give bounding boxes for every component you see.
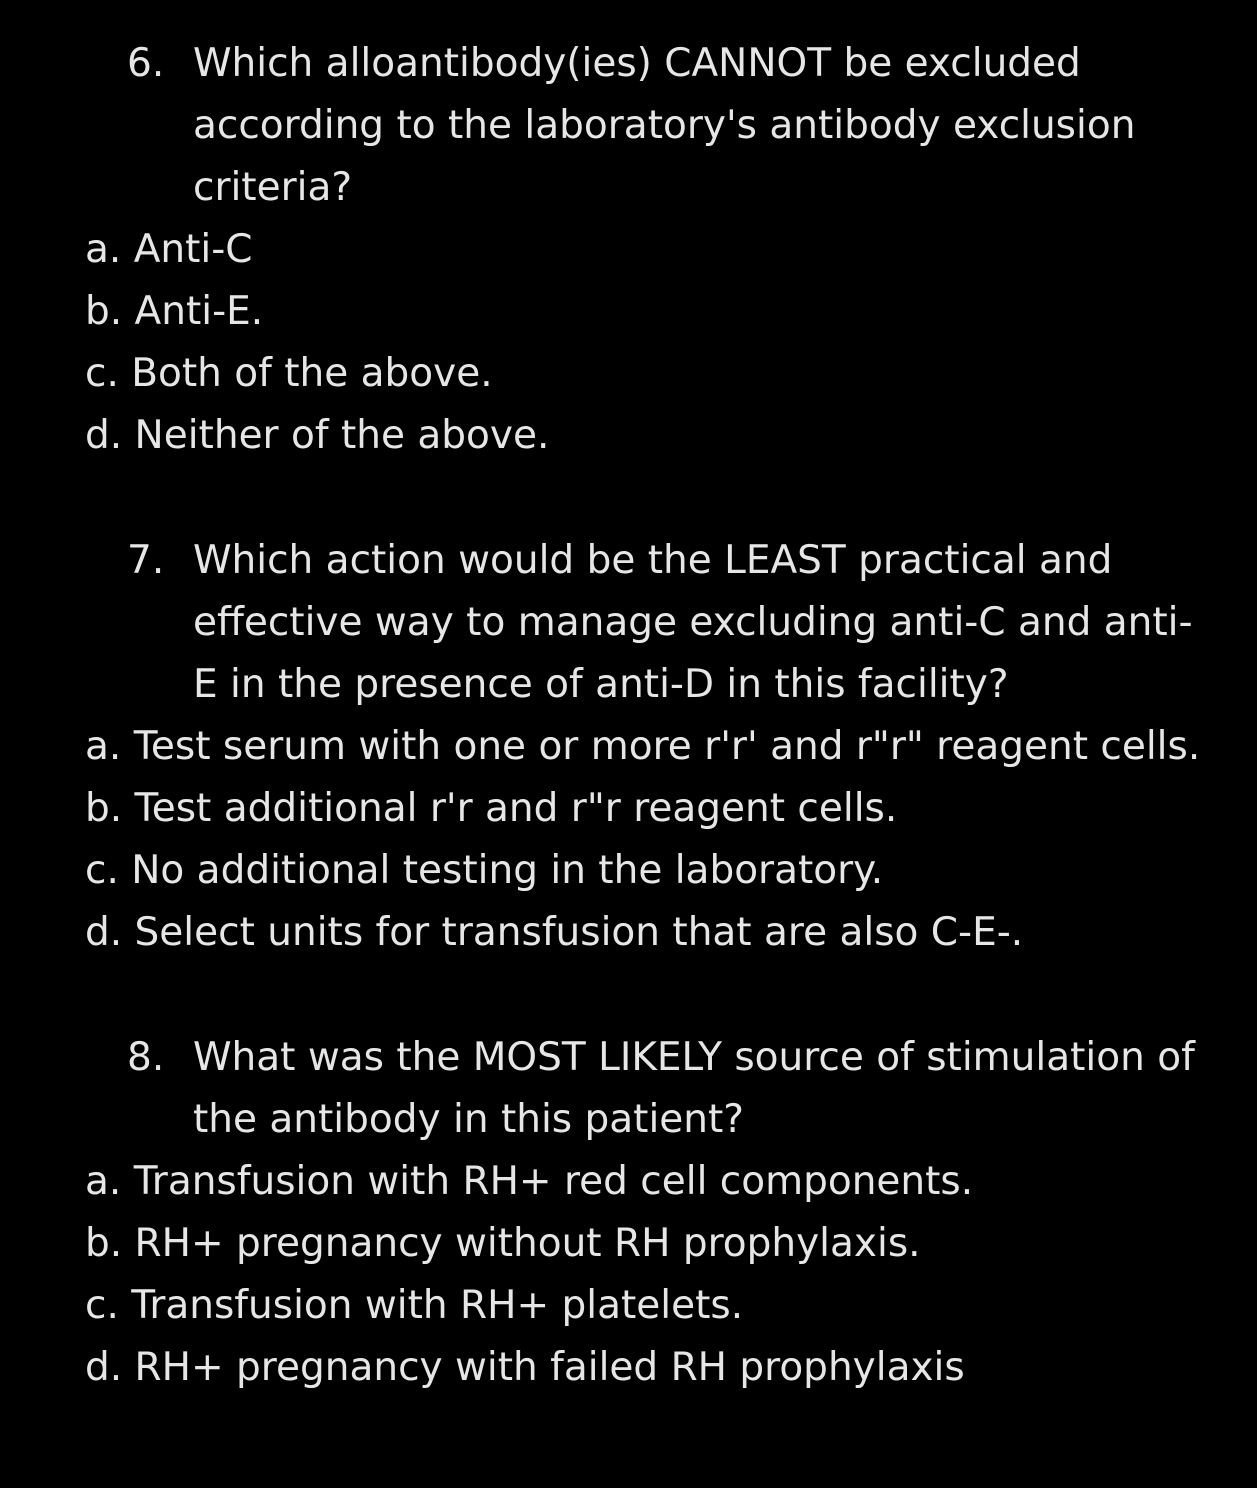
answer-option[interactable]: c. No additional testing in the laboratory.	[85, 848, 884, 893]
answer-option[interactable]: d. Neither of the above.	[85, 413, 550, 458]
answer-option[interactable]: c. Transfusion with RH+ platelets.	[85, 1283, 744, 1328]
question-7	[0, 530, 1257, 964]
answer-options	[0, 1151, 1257, 1399]
question-stem	[0, 33, 1257, 219]
answer-options	[0, 716, 1257, 964]
answer-options	[0, 219, 1257, 467]
answer-option[interactable]: b. Test additional r'r and r"r reagent cells.	[85, 786, 898, 831]
answer-option[interactable]: c. Both of the above.	[85, 351, 493, 396]
answer-option[interactable]: d. RH+ pregnancy with failed RH prophylaxis	[85, 1345, 965, 1390]
question-number: 8.	[127, 1035, 165, 1080]
answer-option[interactable]: a. Anti-C	[85, 227, 253, 272]
question-text: What was the MOST LIKELY source of stimulation of the antibody in this patient?	[193, 1035, 1195, 1142]
question-number: 6.	[127, 41, 165, 86]
answer-option[interactable]: b. RH+ pregnancy without RH prophylaxis.	[85, 1221, 921, 1266]
question-8	[0, 1027, 1257, 1399]
answer-option[interactable]: a. Transfusion with RH+ red cell components.	[85, 1159, 974, 1204]
answer-option[interactable]: b. Anti-E.	[85, 289, 264, 334]
question-number: 7.	[127, 538, 165, 583]
question-stem	[0, 1027, 1257, 1151]
question-text: Which action would be the LEAST practical and effective way to manage excluding anti-C and anti-E in the presence of anti-D in this facility?	[193, 538, 1193, 707]
answer-option[interactable]: d. Select units for transfusion that are also C-E-.	[85, 910, 1024, 955]
question-stem	[0, 530, 1257, 716]
question-text: Which alloantibody(ies) CANNOT be excluded according to the laboratory's antibody exclusion criteria?	[193, 41, 1136, 210]
answer-option[interactable]: a. Test serum with one or more r'r' and r"r" reagent cells.	[85, 724, 1201, 769]
question-6	[0, 33, 1257, 467]
